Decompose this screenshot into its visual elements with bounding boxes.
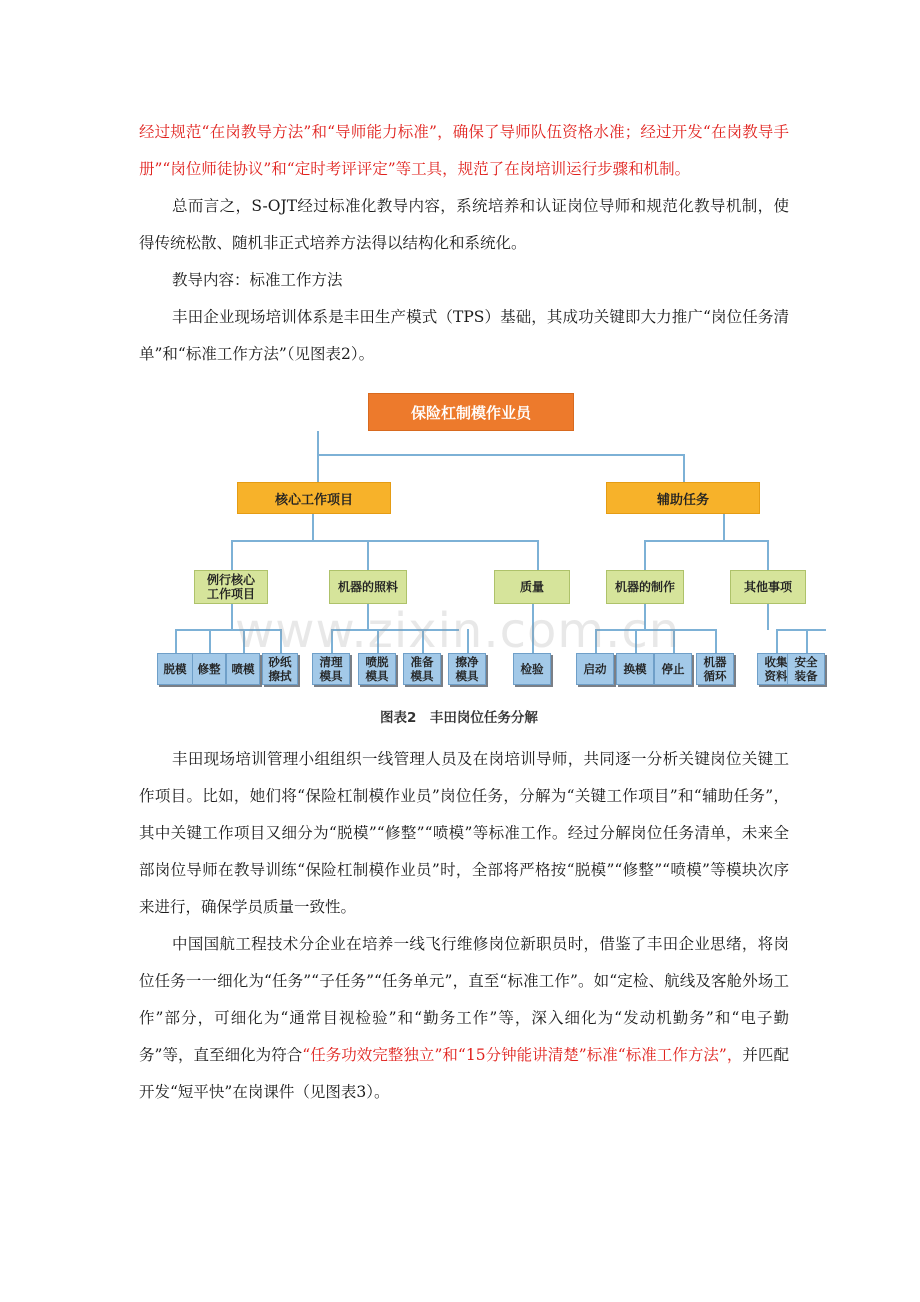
leaf-node: 安全装备 (787, 653, 825, 685)
paragraph-toyota: 丰田企业现场培训体系是丰田生产模式（TPS）基础，其成功关键即大力推广“岗位任务清单”和“标准工作方法”（见图表2）。 (139, 308, 789, 363)
section-heading: 教导内容：标准工作方法 (172, 271, 343, 289)
machine-care-node: 机器的照料 (329, 570, 407, 604)
leaf-node: 脱模 (157, 653, 193, 685)
leaf-node: 收集资料 (757, 653, 795, 685)
paragraph-analysis: 丰田现场培训管理小组组织一线管理人员及在岗培训导师，共同逐一分析关键岗位关键工作项目。比如，她们将“保险杠制模作业员”岗位任务，分解为“关键工作项目”和“辅助任务”，其中关键工作项目又细分为“脱模”“修整”“喷模”等标准工作。经过分解岗位任务清单，未来全部岗位导师在教导训练“保险杠制模作业员”时，全部将严格按“脱模”“修整”“喷模”等模块次序来进行，确保学员质量一致性。 (139, 750, 789, 916)
leaf-node: 喷脱模具 (358, 653, 396, 685)
org-chart-diagram (139, 388, 839, 728)
quality-node: 质量 (494, 570, 570, 604)
watermark: www.zixin.com.cn (235, 603, 681, 659)
paragraph-text: 并匹配开发“短平快”在岗课件（见图表3）。 (139, 1046, 789, 1101)
leaf-node: 停止 (654, 653, 692, 685)
aux-task-node: 辅助任务 (606, 482, 760, 514)
paragraph-summary: 总而言之，S-OJT经过标准化教导内容，系统培养和认证岗位导师和规范化教导机制，使得传统松散、随机非正式培养方法得以结构化和系统化。 (139, 197, 789, 252)
leaf-node: 换模 (616, 653, 654, 685)
leaf-node: 清理模具 (312, 653, 350, 685)
root-node: 保险杠制模作业员 (368, 393, 574, 431)
leaf-node: 修整 (192, 653, 226, 685)
leaf-node: 机器循环 (696, 653, 734, 685)
paragraph-red-intro: 经过规范“在岗教导方法”和“导师能力标准”，确保了导师队伍资格水准；经过开发“在岗教导手册”“岗位师徒协议”和“定时考评评定”等工具，规范了在岗培训运行步骤和机制。 (139, 123, 789, 178)
leaf-node: 启动 (576, 653, 614, 685)
leaf-node: 准备模具 (403, 653, 441, 685)
figure-caption: 图表2 丰田岗位任务分解 (380, 710, 538, 726)
routine-core-node: 例行核心工作项目 (194, 570, 268, 604)
leaf-node: 擦净模具 (448, 653, 486, 685)
leaf-node: 检验 (513, 653, 551, 685)
core-work-node: 核心工作项目 (237, 482, 391, 514)
paragraph-air-china (139, 926, 789, 1111)
machine-make-node: 机器的制作 (606, 570, 684, 604)
paragraph-text: 中国国航工程技术分企业在培养一线飞行维修岗位新职员时，借鉴了丰田企业思绪，将岗位任务一一细化为“任务”“子任务”“任务单元”，直至“标准工作”。如“定检、航线及客舱外场工作”部分，可细化为“通常目视检验”和“勤务工作”等，深入细化为“发动机勤务”和“电子勤务”等，直至细化为符合 (139, 935, 789, 1064)
leaf-node: 砂纸擦拭 (262, 653, 298, 685)
leaf-node: 喷模 (226, 653, 260, 685)
other-matters-node: 其他事项 (730, 570, 806, 604)
highlight-text: “任务功效完整独立”和“15分钟能讲清楚”标准“标准工作方法”， (302, 1046, 743, 1064)
